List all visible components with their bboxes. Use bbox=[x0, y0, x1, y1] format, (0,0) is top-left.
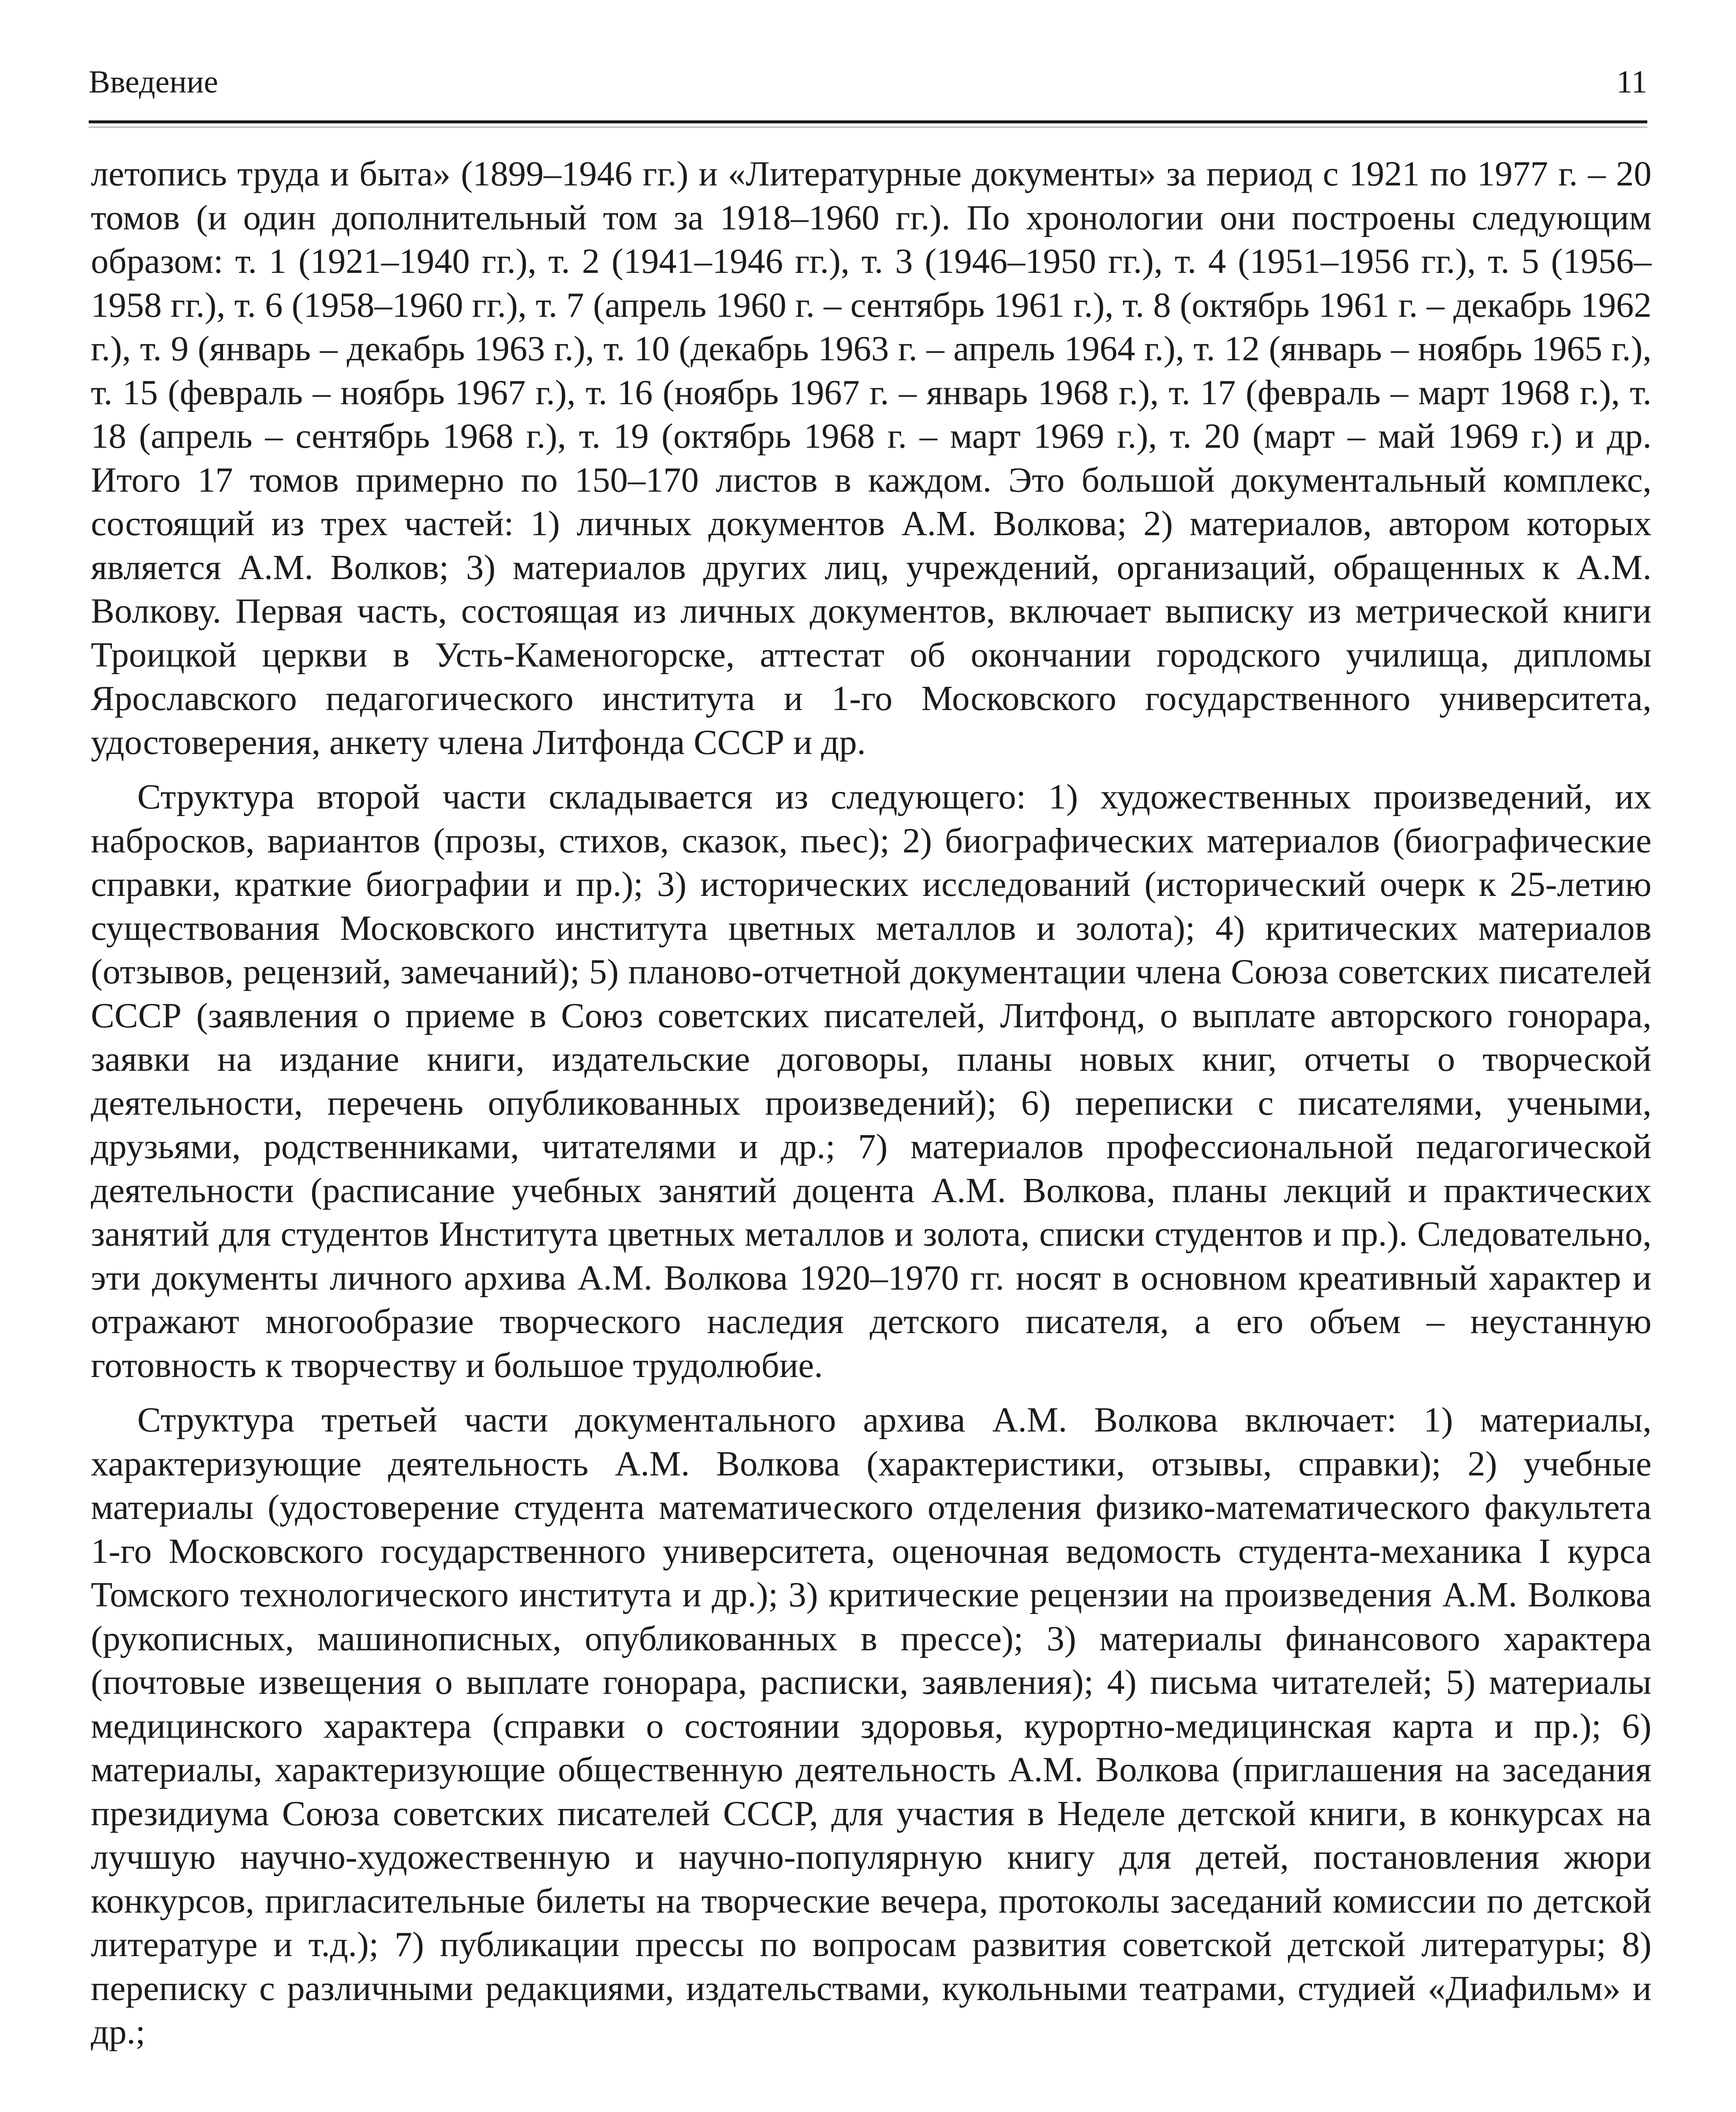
running-header bbox=[89, 63, 1647, 110]
header-title: Введение bbox=[89, 64, 218, 100]
header-rule-thin bbox=[89, 127, 1647, 128]
header-rule bbox=[89, 120, 1647, 123]
paragraph-1: летопись труда и быта» (1899–1946 гг.) и «Литературные документы» за период с 1921 по 1977 г. – 20 томов (и один дополнительный том за 1918–1960 гг.). По хронологии они построены следующим образом: т. 1 (1921–1940 гг.), т. 2 (1941–1946 гг.), т. 3 (1946–1950 гг.), т. 4 (1951–1956 гг.), т. 5 (1956–1958 гг.), т. 6 (1958–1960 гг.), т. 7 (апрель 1960 г. – сентябрь 1961 г.), т. 8 (октябрь 1961 г. – декабрь 1962 г.), т. 9 (январь – декабрь 1963 г.), т. 10 (декабрь 1963 г. – апрель 1964 г.), т. 12 (январь – ноябрь 1965 г.), т. 15 (февраль – ноябрь 1967 г.), т. 16 (ноябрь 1967 г. – январь 1968 г.), т. 17 (февраль – март 1968 г.), т. 18 (апрель – сентябрь 1968 г.), т. 19 (октябрь 1968 г. – март 1969 г.), т. 20 (март – май 1969 г.) и др. Итого 17 томов примерно по 150–170 листов в каждом. Это большой документальный комплекс, состоящий из трех частей: 1) личных документов А.М. Волкова; 2) материалов, автором которых является А.М. Волков; 3) материалов других лиц, учреждений, организаций, обращенных к А.М. Волкову. Первая часть, состоящая из личных документов, включает выписку из метрической книги Троицкой церкви в Усть-Каменогорске, аттестат об окончании городского училища, дипломы Ярославского педагогического института и 1-го Московского государственного университета, удостоверения, анкету члена Литфонда СССР и др. bbox=[91, 154, 1652, 762]
body-text bbox=[91, 152, 1652, 2054]
paragraph-2: Структура второй части складывается из следующего: 1) художественных произведений, их набросков, вариантов (прозы, стихов, сказок, пьес); 2) биографических материалов (биографические справки, краткие биографии и пр.); 3) исторических исследований (исторический очерк к 25-летию существования Московского института цветных металлов и золота); 4) критических материалов (отзывов, рецензий, замечаний); 5) планово-отчетной документации члена Союза советских писателей СССР (заявления о приеме в Союз советских писателей, Литфонд, о выплате авторского гонорара, заявки на издание книги, издательские договоры, планы новых книг, отчеты о творческой деятельности, перечень опубликованных произведений); 6) переписки с писателями, учеными, друзьями, родственниками, читателями и др.; 7) материалов профессиональной педагогической деятельности (расписание учебных занятий доцента А.М. Волкова, планы лекций и практических занятий для студентов Института цветных металлов и золота, списки студентов и пр.). Следовательно, эти документы личного архива А.М. Волкова 1920–1970 гг. носят в основном креативный характер и отражают многообразие творческого наследия детского писателя, а его объем – неустанную готовность к творчеству и большое трудолюбие. bbox=[91, 777, 1652, 1385]
page-number: 11 bbox=[1616, 64, 1647, 100]
paragraph-3: Структура третьей части документального архива А.М. Волкова включает: 1) материалы, характеризующие деятельность А.М. Волкова (характеристики, отзывы, справки); 2) учебные материалы (удостоверение студента математического отделения физико-математического факультета 1-го Московского государственного университета, оценочная ведомость студента-механика I курса Томского технологического института и др.); 3) критические рецензии на произведения А.М. Волкова (рукописных, машинописных, опубликованных в прессе); 3) материалы финансового характера (почтовые извещения о выплате гонорара, расписки, заявления); 4) письма читателей; 5) материалы медицинского характера (справки о состоянии здоровья, курортно-медицинская карта и пр.); 6) материалы, характеризующие общественную деятельность А.М. Волкова (приглашения на заседания президиума Союза советских писателей СССР, для участия в Неделе детской книги, в конкурсах на лучшую научно-художественную и научно-популярную книгу для детей, постановления жюри конкурсов, пригласительные билеты на творческие вечера, протоколы заседаний комиссии по детской литературе и т.д.); 7) публикации прессы по вопросам развития советской детской литературы; 8) переписку с различными редакциями, издательствами, кукольными театрами, студией «Диафильм» и др.; bbox=[91, 1400, 1652, 2052]
